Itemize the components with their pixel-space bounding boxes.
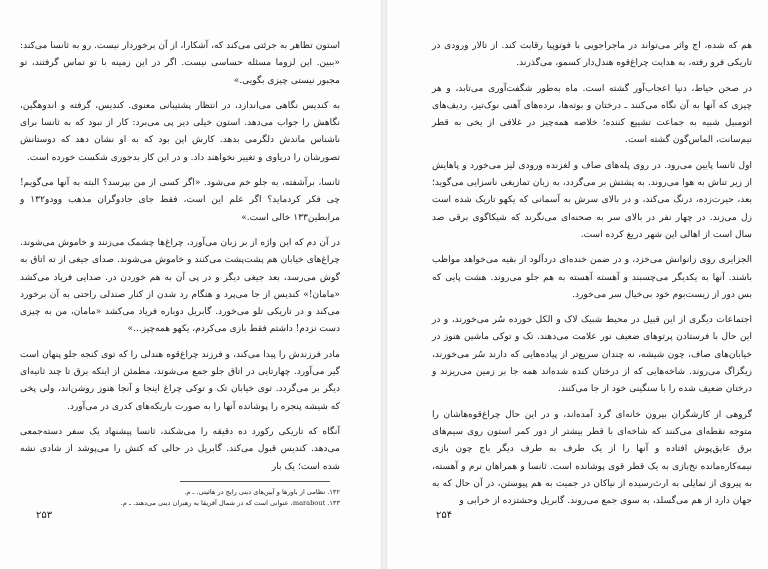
footnote: ۱۳۳. marabout، عنوانی است که در شمال آفریقا به رهبران دینی می‌دهند. ـ م. bbox=[120, 499, 340, 507]
left-page-body bbox=[20, 38, 340, 484]
left-page bbox=[0, 0, 382, 569]
page-number: ۲۵۳ bbox=[36, 510, 53, 521]
footnote: ۱۳۲. نظامی از باورها و آیین‌های دینی رایج در هائیتی. ـ م. bbox=[184, 488, 340, 496]
paragraph: استون تظاهر به جرئتی می‌کند که، آشکارا، از آن برخوردار نیست. رو به ثانسا می‌کند: «ببین. این لزوما مسئله حساسی نیست. اگر در این زمینه با تو تماس گرفتند، تو مجبور نیستی چیزی بگویی.» bbox=[20, 41, 340, 86]
paragraph: گروهی از کارشگران بیرون خانه‌ای گرد آمده‌اند، و در این حال چراغ‌قوه‌هاشان را متوجه نقطه‌ای می‌کنند که شاخه‌ای با قطر بیشتر از دور کمر استون روی سیم‌های برق عایق‌پوش افتاده و آنها را از یک طرف به طرف دیگر باج چون بازی نیمه‌کاره‌مانده نخ‌بازی به یک قطر قوی پوشانده است. ثانسا و همراهان نرم و آهسته، به پیروی از تمایلی به ارث‌رسیده از نیاکان در جمیت به هم پیوستن، در آن حال که به جهان دارد از هم می‌گسلد، به سوی جمع می‌روند. گابریل وحشتزده از خرابی و bbox=[432, 409, 752, 507]
paragraph: اول ثانسا پایین می‌رود. در روی پله‌های صاف و لغزنده ورودی لیز می‌خورد و پاهایش از زیر تناش به هوا می‌روند. به پشتش بر می‌گردد، به زبان تمازیغی ناسزایی می‌گوید؛ بعد، حیرت‌زده، درنگ می‌کند، و در بالای سرش به آسمانی که یکهو تاریک شده است زل می‌زند. در چهار نفر در بالای سر به صحنه‌ای می‌نگرند که شیکاگوی برقی صد سال است از اهالی این شهر دریغ کرده است. bbox=[432, 160, 752, 240]
paragraph: اجتماعات دیگری از این قبیل در محیط شبیک لاک و الکل خورده سُر می‌خورند، و در این حال با فرستادن پرتوهای ضعیف نور علامت می‌دهند. تک و توکی ماشین هنوز در خیابان‌های صاف، چون شیشه، نه چندان سریع‌تر از پیاده‌هایی که دارند سُر می‌خورند، زیگزاگ می‌روند. شاخه‌هایی که از درختان کنده شده‌اند همه جا بر زمین می‌ریزند و درختان ضعیف شده را با سنگینی خود از جا می‌کنند. bbox=[432, 315, 752, 395]
paragraph: ثانسا، برآشفته، به جلو خم می‌شود. «اگر کسی از من بپرسد؟ البته به آنها می‌گویم! چی فکر کردماید؟ اگر علم این است، فقط جای جادوگران مذهب وودو۱۳۲ و مرابطین۱۳۳ خالی است.» bbox=[20, 178, 340, 223]
right-page-body bbox=[432, 38, 752, 518]
paragraph: مادر فرزندش را پیدا می‌کند، و فرزند چراغ‌قوه هندلی را که توی کنجه جلو پنهان است گیر می‌آورد. چهارتایی در اتاق جلو جمع می‌شوند، مطمئن از اینکه برق تا چند ثانیه‌ای دیگر بر می‌گردد. توی خیابان تک و توکی چراغ اینجا و آنجا هنوز روشن‌اند، ولی پخی که شیشه پنجره را پوشانده آنها را به صورت باریکه‌های کدری در می‌آورد. bbox=[20, 349, 340, 412]
paragraph: آنگاه که تاریکی رکورد ده دقیقه را می‌شکند، ثانسا پیشنهاد یک سفر دسته‌جمعی می‌دهد. کندیس قبول می‌کند. گابریل در حالی که کتش را می‌پوشد از شادی نشه شده است؛ یک بار bbox=[20, 426, 340, 472]
right-page bbox=[386, 0, 768, 569]
paragraph: الجزایری روی زانوانش می‌خزد، و در ضمن خنده‌ای درد‌آلود از بقیه می‌خواهد مواظب باشند. آنها به یکدیگر می‌چسبند و آهسته آهسته به هم جلو می‌روند. هشت پایی که بس دور از زیست‌بوم خود بی‌خیال سر می‌خورد. bbox=[432, 255, 752, 300]
paragraph: به کندیس نگاهی می‌اندازد، در انتظار پشتیبانی معنوی. کندیس، گرفته و اندوهگین، نگاهش را جواب می‌دهد. استون خیلی دیر پی می‌برد: کار از نبود که به ثانسا برای ناشناس ماندش دلگرمی بدهد. کارش این بود که به او نشان دهد که دوستانش تصورشان را دریاوی و تغییر نخواهند داد. و در این کار بدجوری شکست خورده است. bbox=[20, 100, 340, 163]
footnote-divider bbox=[180, 481, 330, 482]
paragraph: در آن دم که این واژه از بر زبان می‌آورد، چراغ‌ها چشمک می‌زنند و خاموش می‌شوند. چراغ‌های خیابان هم پشت‌پشت می‌کنند و خاموش می‌شوند. صدای جیغی از ته اتاق به گوش می‌رسد، بعد جیغی دیگر و در پی آن به هم خوردن در. صدایی فریاد می‌کشد «مامان!» کندیس از جا می‌پرد و هنگام رد شدن از کنار صندلی راحتی به آن برخورد می‌کند و در تاریکی تلو می‌خورد. گابریل دوباره فریاد می‌کشد «مامان، من به چیزی دست نزدم! داشتم فقط بازی می‌کردم، یکهو همه‌چیز...» bbox=[20, 237, 340, 335]
paragraph: در صحن حیاط، دنیا اعجاب‌آور گشته است. ماه به‌طور شگفت‌آوری می‌تابد، و هر چیزی که آنها به آن نگاه می‌کنند ـ درختان و بوته‌ها، نرده‌های آهنی نوک‌تیز، ردیف‌های اتومبیل شبیه به جماعت تشییع کننده؛ خلاصه همه‌چیز در غلافی از یخی به قطر نیم‌سانت، الماس‌گون گشته است. bbox=[432, 83, 752, 146]
paragraph: هم که شده، اج واثر می‌تواند در ماجراجویی با فوتوپیا رقابت کند. از تالار ورودی در تاریکی فرو رفته، به هدایت چراغ‌قوه هندل‌دار کسمو، می‌گذرند. bbox=[432, 41, 752, 69]
footnotes bbox=[30, 487, 340, 509]
page-number: ۲۵۴ bbox=[436, 510, 453, 521]
